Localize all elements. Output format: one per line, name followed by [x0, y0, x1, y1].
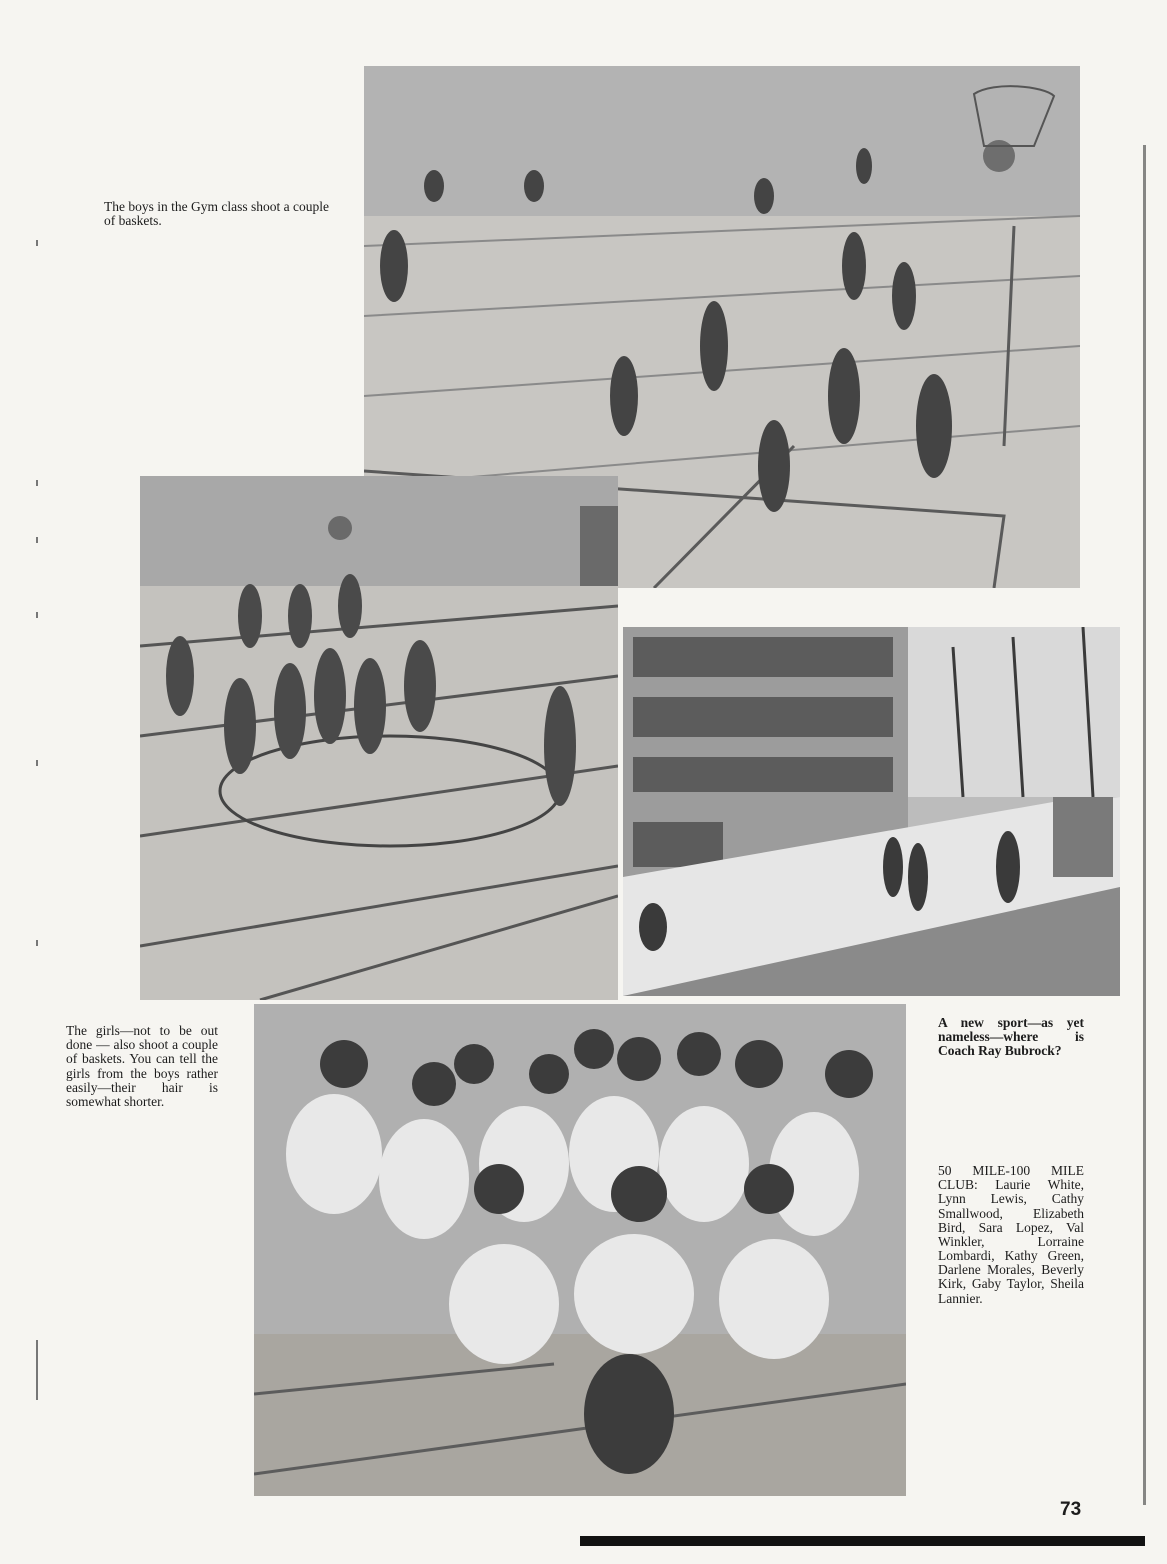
bottom-bar — [580, 1536, 1145, 1546]
girls-basketball-photo — [140, 476, 618, 1000]
right-margin-rule — [1143, 145, 1146, 1505]
girls-photo-caption: The girls—not to be out done — also shoot a couple of baskets. You can tell the girls from the boys rather easily—their hair is somewhat shorter. — [66, 1023, 218, 1109]
new-sport-caption: A new sport—as yet nameless—where is Coach Ray Bubrock? — [938, 1015, 1084, 1059]
club-members-caption: 50 MILE-100 MILE CLUB: Laurie White, Lynn Lewis, Cathy Smallwood, Elizabeth Bird, Sara Lopez, Val Winkler, Lorraine Lombardi, Kathy Green, Darlene Morales, Beverly Kirk, Gaby Taylor, Sheila Lannier. — [938, 1163, 1084, 1306]
snow-sport-photo — [623, 627, 1120, 996]
club-group-photo — [254, 1004, 906, 1496]
boys-photo-caption: The boys in the Gym class shoot a couple of baskets. — [104, 199, 329, 229]
page-number: 73 — [1060, 1499, 1082, 1520]
